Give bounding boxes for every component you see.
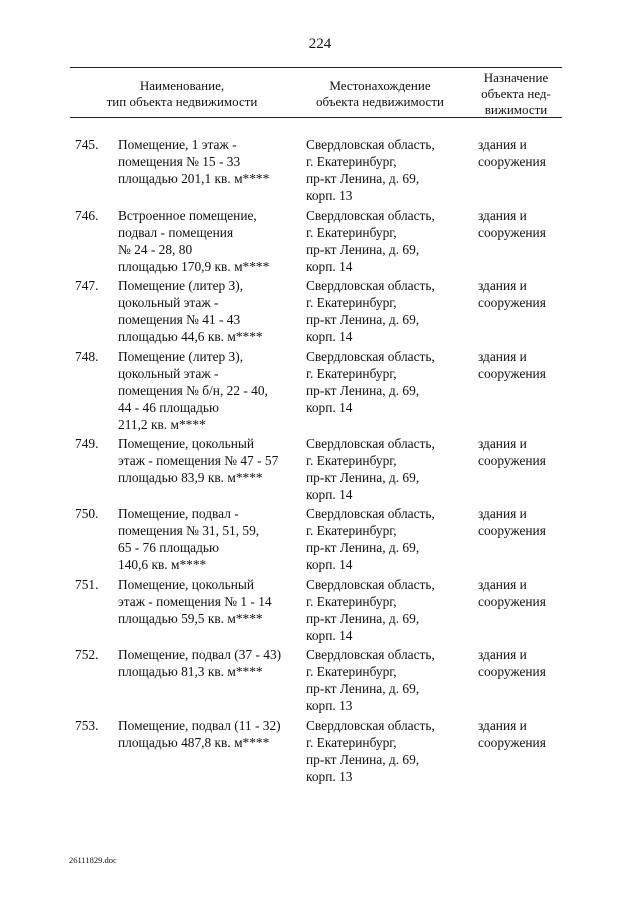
entry-number: 747. [75, 278, 99, 293]
entry-purpose: здания и сооружения [478, 506, 546, 538]
table-row [0, 505, 640, 576]
entry-name: Помещение, цокольный этаж - помещения № 1 - 14 площадью 59,5 кв. м**** [118, 576, 272, 626]
entry-number: 748. [75, 348, 99, 364]
table-row [0, 435, 640, 506]
entry-purpose: здания и сооружения [478, 207, 546, 240]
table-top-rule [70, 67, 562, 68]
entry-purpose: здания и сооружения [478, 435, 546, 468]
entry-location: Свердловская область, г. Екатеринбург, пр-кт Ленина, д. 69, корп. 13 [306, 137, 435, 203]
entry-number: 745. [75, 137, 99, 152]
header-location-column: Местонахождение объекта недвижимости [316, 78, 444, 109]
entry-number: 749. [75, 435, 99, 451]
table-header-rule [70, 117, 562, 118]
entry-location: Свердловская область, г. Екатеринбург, пр-кт Ленина, д. 69, корп. 14 [306, 278, 435, 344]
entry-purpose: здания и сооружения [478, 647, 546, 679]
entry-location: Свердловская область, г. Екатеринбург, пр-кт Ленина, д. 69, корп. 14 [306, 207, 435, 274]
entry-location: Свердловская область, г. Екатеринбург, пр-кт Ленина, д. 69, корп. 13 [306, 717, 435, 784]
entry-purpose: здания и сооружения [478, 348, 546, 381]
table-row [0, 348, 640, 435]
entry-name: Помещение, подвал (37 - 43) площадью 81,3 кв. м**** [118, 647, 282, 679]
entry-location: Свердловская область, г. Екатеринбург, пр-кт Ленина, д. 69, корп. 14 [306, 435, 435, 502]
entry-name: Помещение, цокольный этаж - помещения № 47 - 57 площадью 83,9 кв. м**** [118, 435, 279, 485]
property-list [0, 136, 640, 787]
entry-location: Свердловская область, г. Екатеринбург, пр-кт Ленина, д. 69, корп. 14 [306, 576, 435, 643]
entry-name: Помещение, подвал - помещения № 31, 51, 59, 65 - 76 площадью 140,6 кв. м**** [118, 506, 260, 572]
file-name-footer: 26111829.doc [69, 855, 117, 865]
entry-number: 746. [75, 207, 99, 223]
entry-name: Помещение, 1 этаж - помещения № 15 - 33 площадью 201,1 кв. м**** [118, 137, 270, 186]
header-name-column: Наименование, тип объекта недвижимости [106, 78, 258, 109]
entry-number: 753. [75, 717, 99, 733]
table-row [0, 717, 640, 788]
entry-name: Помещение (литер З), цокольный этаж - помещения № 41 - 43 площадью 44,6 кв. м**** [118, 278, 263, 344]
entry-purpose: здания и сооружения [478, 278, 546, 310]
table-row [0, 646, 640, 717]
entry-name: Помещение, подвал (11 - 32) площадью 487,8 кв. м**** [118, 717, 281, 750]
entry-number: 750. [75, 506, 99, 521]
header-purpose-column: Назначение объекта нед- вижимости [481, 70, 551, 117]
table-row [0, 277, 640, 348]
table-row [0, 576, 640, 647]
entry-number: 752. [75, 647, 99, 662]
table-row [0, 207, 640, 278]
entry-location: Свердловская область, г. Екатеринбург, пр-кт Ленина, д. 69, корп. 14 [306, 506, 435, 572]
entry-location: Свердловская область, г. Екатеринбург, пр-кт Ленина, д. 69, корп. 14 [306, 348, 435, 415]
entry-purpose: здания и сооружения [478, 137, 546, 169]
entry-location: Свердловская область, г. Екатеринбург, пр-кт Ленина, д. 69, корп. 13 [306, 647, 435, 713]
page-number: 224 [308, 36, 332, 52]
table-row [0, 136, 640, 207]
entry-number: 751. [75, 576, 99, 592]
entry-name: Встроенное помещение, подвал - помещения № 24 - 28, 80 площадью 170,9 кв. м**** [118, 207, 270, 274]
entry-purpose: здания и сооружения [478, 717, 546, 750]
entry-purpose: здания и сооружения [478, 576, 546, 609]
entry-name: Помещение (литер З), цокольный этаж - помещения № б/н, 22 - 40, 44 - 46 площадью 211,2 кв. м**** [118, 348, 268, 432]
